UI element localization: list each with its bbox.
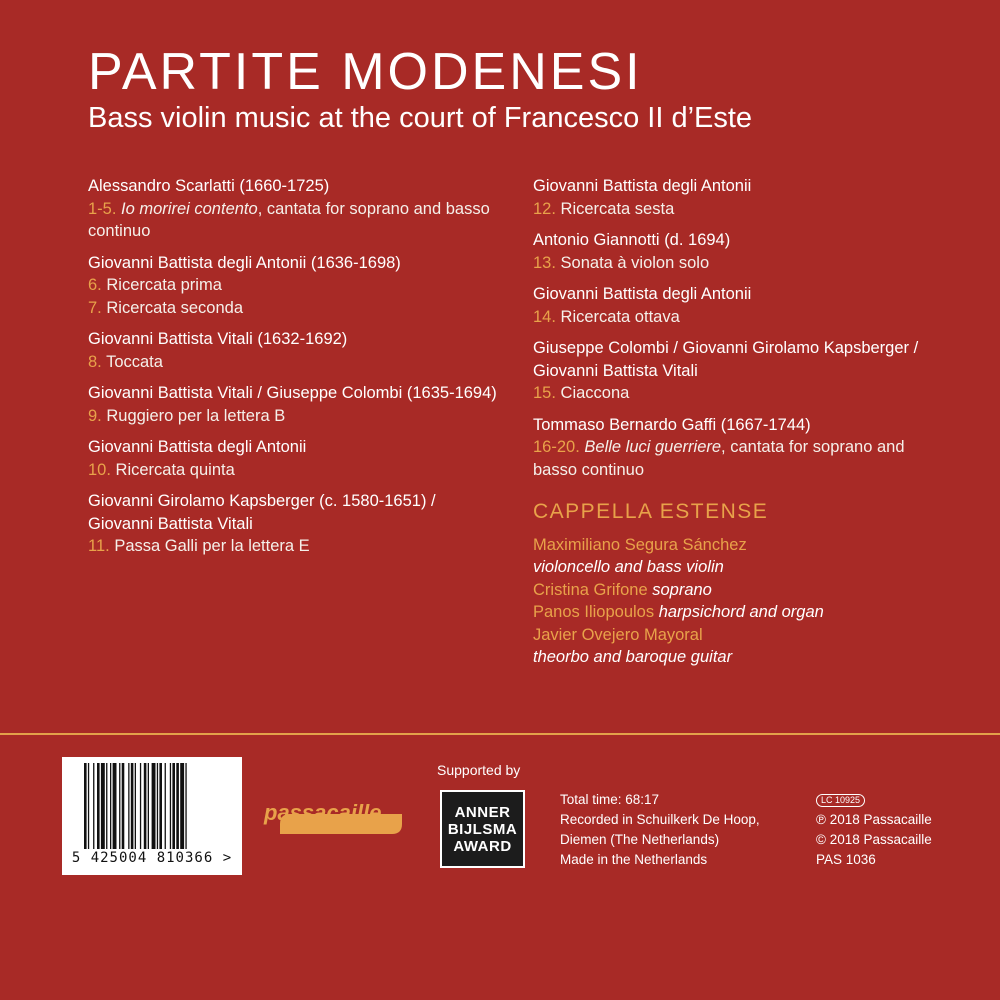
- album-title: PARTITE MODENESI: [88, 43, 643, 101]
- composer-name: Giovanni Battista degli Antonii: [533, 177, 752, 195]
- barcode-bar: [176, 763, 179, 849]
- recording-location-2: Diemen (The Netherlands): [560, 832, 720, 847]
- copyright: © 2018 Passacaille: [816, 832, 932, 847]
- track-number: 9.: [88, 406, 102, 425]
- total-time: Total time: 68:17: [560, 792, 660, 807]
- barcode-bar: [93, 763, 94, 849]
- composer-name: Giovanni Battista Vitali: [88, 514, 253, 533]
- track-item: [88, 274, 508, 297]
- composer-name: Giovanni Battista degli Antonii: [533, 285, 752, 303]
- composer-dates: (1667-1744): [720, 415, 811, 434]
- barcode-bar: [180, 763, 184, 849]
- performer: [533, 534, 953, 557]
- track-item: [533, 252, 953, 275]
- barcode-bar: [122, 763, 125, 849]
- composer-line: [88, 252, 508, 275]
- composer-entry: [88, 328, 508, 373]
- barcode-bar: [172, 763, 175, 849]
- composer-entry: [533, 229, 953, 274]
- composer-name: Tommaso Bernardo Gaffi: [533, 415, 717, 434]
- barcode-bar: [157, 763, 158, 849]
- barcode-bar: [148, 763, 149, 849]
- track-number: 13.: [533, 253, 556, 272]
- track-item: [88, 297, 508, 320]
- composer-entry: [533, 283, 953, 328]
- barcode-bar: [165, 763, 166, 849]
- track-number: 16-20.: [533, 438, 580, 456]
- track-number: 12.: [533, 199, 556, 218]
- composer-name: Giovanni Battista Vitali: [88, 330, 253, 348]
- track-number: 8.: [88, 352, 102, 371]
- track-title: Ricercata seconda: [106, 298, 244, 317]
- performer-name: Cristina Grifone: [533, 580, 648, 599]
- performer-list: [533, 534, 953, 669]
- composer-dates: (d. 1694): [664, 231, 731, 249]
- made-in: Made in the Netherlands: [560, 852, 708, 867]
- track-item: [88, 351, 508, 374]
- composer-line: [88, 382, 508, 405]
- award-line-3: AWARD: [453, 837, 512, 855]
- track-number: 15.: [533, 384, 556, 402]
- composer-line: [88, 436, 508, 459]
- barcode-bar: [131, 763, 134, 849]
- composer-dates: (1632-1692): [257, 330, 348, 348]
- passacaille-logo: [260, 790, 410, 850]
- recording-location: Recorded in Schuilkerk De Hoop,: [560, 812, 760, 827]
- track-number: 6.: [88, 276, 102, 294]
- composer-dates: (1635-1694): [406, 384, 497, 402]
- barcode-bar: [97, 763, 100, 849]
- barcode-bar: [101, 763, 105, 849]
- barcode-bar: [144, 763, 147, 849]
- composer-line: [88, 490, 508, 513]
- barcode-bar: [159, 763, 162, 849]
- track-title: Ricercata ottava: [560, 307, 680, 326]
- track-title: Ciaccona: [560, 384, 630, 402]
- barcode-bar: [113, 763, 117, 849]
- barcode-bar: [84, 763, 87, 849]
- composer-name: Giovanni Battista Vitali / Giuseppe Colombi: [88, 384, 403, 402]
- barcode-digits: 5 425004 810366 >: [71, 850, 233, 866]
- composer-entry: [88, 252, 508, 320]
- label-code-badge: LC 10925: [816, 794, 865, 807]
- performer-name: Panos Iliopoulos: [533, 603, 655, 621]
- footer-divider: [0, 733, 1000, 735]
- composer-entry: [88, 436, 508, 481]
- performer-role: theorbo and baroque guitar: [533, 648, 733, 666]
- composer-name: Giovanni Battista degli Antonii: [88, 253, 307, 272]
- composer-dates: (1660-1725): [239, 177, 330, 195]
- performer-name: Maximiliano Segura Sánchez: [533, 535, 747, 554]
- track-title: Ricercata prima: [106, 276, 222, 294]
- composer-entry: [533, 414, 953, 482]
- composer-dates: (1636-1698): [310, 253, 401, 272]
- track-item: [533, 382, 953, 405]
- performer-role: harpsichord and organ: [658, 603, 824, 621]
- passacaille-logo-text: passacaille: [264, 800, 382, 825]
- barcode-bar: [88, 763, 89, 849]
- track-item: [88, 405, 508, 428]
- tracklist-left: [88, 175, 508, 567]
- track-item: [88, 535, 508, 558]
- composer-name: Giuseppe Colombi / Giovanni Girolamo Kapsberger / Giovanni Battista Vitali: [533, 339, 919, 380]
- track-title: Ricercata quinta: [115, 460, 235, 479]
- track-item: [533, 306, 953, 329]
- composer-line: [88, 175, 508, 198]
- supported-by-label: Supported by: [437, 762, 521, 778]
- barcode-bar: [106, 763, 107, 849]
- phonogram-copyright: ℗ 2018 Passacaille: [816, 812, 932, 827]
- track-number: 10.: [88, 460, 111, 479]
- barcode-bar: [135, 763, 136, 849]
- track-title: Passa Galli per la lettera E: [114, 537, 310, 555]
- composer-name: Antonio Giannotti: [533, 231, 660, 249]
- barcode-bar: [140, 763, 141, 849]
- award-line-2: BIJLSMA: [447, 820, 518, 838]
- track-description: , cantata for soprano and basso continuo: [533, 438, 905, 479]
- rights-info: [816, 790, 932, 870]
- barcode-bar: [185, 763, 186, 849]
- performer: [533, 579, 953, 602]
- track-number: 7.: [88, 298, 102, 317]
- album-subtitle: Bass violin music at the court of Francesco II d’Este: [88, 102, 753, 134]
- barcode-bar: [152, 763, 156, 849]
- composer-name: Alessandro Scarlatti: [88, 177, 235, 195]
- composer-entry: [88, 490, 508, 558]
- performer: [533, 601, 953, 624]
- track-description: , cantata for soprano and basso continuo: [88, 199, 490, 240]
- composer-entry: [88, 382, 508, 427]
- track-title: Sonata à violon solo: [560, 253, 710, 272]
- performer-role: soprano: [652, 580, 712, 599]
- composer-name: Giovanni Girolamo Kapsberger: [88, 492, 315, 510]
- recording-info: [560, 790, 760, 870]
- performer-name: Javier Ovejero Mayoral: [533, 625, 703, 644]
- composer-line: [533, 337, 953, 382]
- track-title: Ruggiero per la lettera B: [106, 406, 286, 425]
- track-number: 11.: [88, 537, 110, 555]
- track-number: 14.: [533, 307, 556, 326]
- barcode: [62, 757, 242, 875]
- composer-line: [533, 283, 953, 306]
- composer-entry: [88, 175, 508, 243]
- tracklist-right: [533, 175, 953, 669]
- track-title: Toccata: [106, 352, 163, 371]
- barcode-bar: [170, 763, 171, 849]
- anner-bijlsma-award-logo: [440, 790, 525, 868]
- performer: [533, 624, 953, 647]
- award-line-1: ANNER: [454, 803, 511, 821]
- performer-role: violoncello and bass violin: [533, 558, 724, 576]
- composer-line: [533, 414, 953, 437]
- composer-line: [88, 328, 508, 351]
- track-item: [88, 198, 508, 243]
- track-title: Io morirei contento: [121, 199, 258, 218]
- track-item: [88, 459, 508, 482]
- composer-name: Giovanni Battista degli Antonii: [88, 438, 307, 456]
- barcode-bar: [128, 763, 129, 849]
- composer-line: [533, 175, 953, 198]
- ensemble-name: CAPPELLA ESTENSE: [533, 500, 769, 523]
- barcode-bar: [110, 763, 111, 849]
- composer-dates: (c. 1580-1651) /: [319, 492, 436, 510]
- track-item: [533, 198, 953, 221]
- track-item: [533, 436, 953, 481]
- composer-entry: [533, 337, 953, 405]
- track-title: Ricercata sesta: [560, 199, 675, 218]
- composer-entry: [533, 175, 953, 220]
- composer-line: [533, 229, 953, 252]
- catalog-number: PAS 1036: [816, 852, 876, 867]
- track-title: Belle luci guerriere: [584, 438, 722, 456]
- barcode-bar: [119, 763, 120, 849]
- track-number: 1-5.: [88, 199, 117, 218]
